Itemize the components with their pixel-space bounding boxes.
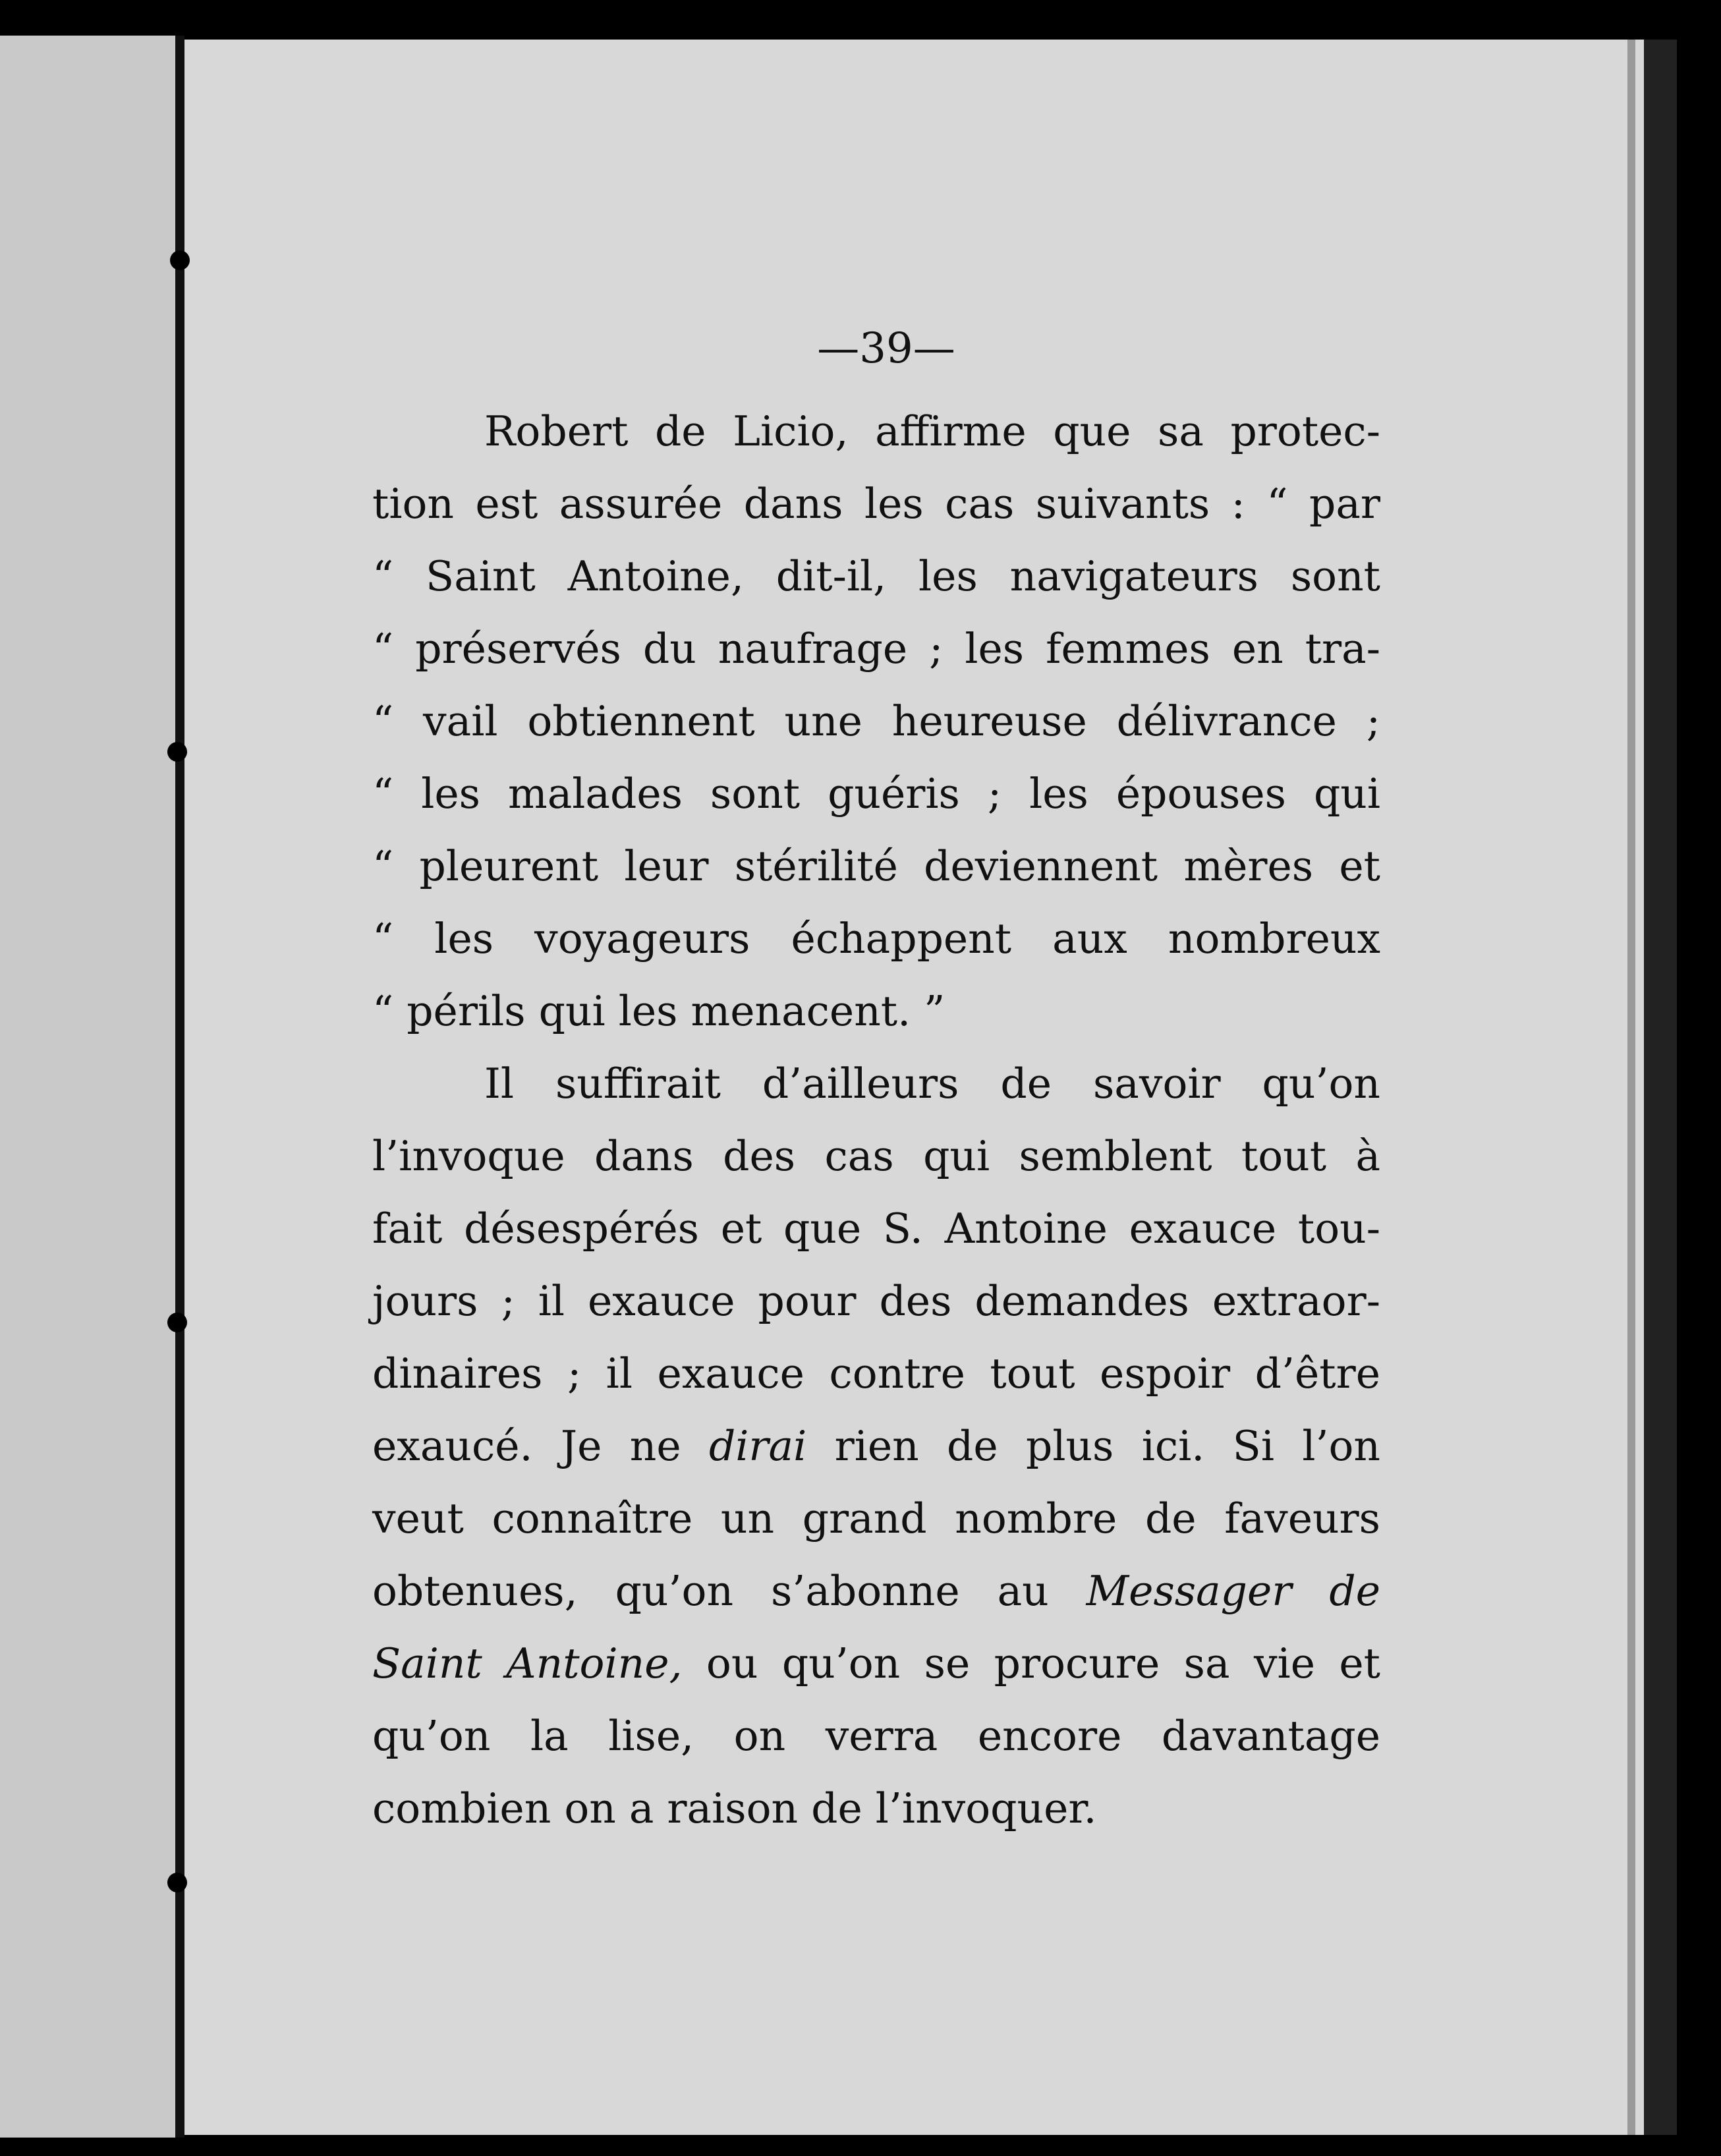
text-line: dinaires ; il exauce contre tout espoir d’être bbox=[372, 1349, 1380, 1398]
text-line: “ les voyageurs échappent aux nombreux bbox=[372, 915, 1380, 963]
text-line: fait désespérés et que S. Antoine exauce tou- bbox=[372, 1205, 1380, 1253]
italic-word: dirai bbox=[708, 1422, 807, 1470]
text-line: combien on a raison de l’invoquer. bbox=[372, 1784, 1097, 1832]
page-number: —39— bbox=[817, 324, 955, 373]
text-line: “ Saint Antoine, dit-il, les navigateurs sont bbox=[372, 552, 1380, 600]
facing-page-edge bbox=[0, 36, 175, 2138]
text-line: qu’on la lise, on verra encore davantage bbox=[372, 1712, 1380, 1760]
book-gutter bbox=[175, 36, 184, 2138]
italic-title: Messager de bbox=[1086, 1567, 1380, 1615]
binding-stitch-mark bbox=[167, 1873, 187, 1892]
text-segment: exaucé. Je ne bbox=[372, 1422, 709, 1470]
text-line: Il suffirait d’ailleurs de savoir qu’on bbox=[484, 1060, 1380, 1108]
text-line: veut connaître un grand nombre de faveurs bbox=[372, 1494, 1380, 1543]
text-line: l’invoque dans des cas qui semblent tout à bbox=[372, 1132, 1380, 1180]
text-line: “ périls qui les menacent. ” bbox=[372, 987, 945, 1035]
page-edge-shadow bbox=[1627, 40, 1635, 2135]
text-line: Robert de Licio, affirme que sa protec- bbox=[484, 407, 1380, 455]
text-line: “ les malades sont guéris ; les épouses qui bbox=[372, 770, 1380, 818]
text-segment: rien de plus ici. Si l’on bbox=[806, 1422, 1380, 1470]
text-line: tion est assurée dans les cas suivants : “ par bbox=[372, 480, 1380, 528]
text-line bbox=[372, 1628, 1380, 1700]
text-line bbox=[372, 1555, 1380, 1628]
binding-stitch-mark bbox=[170, 250, 190, 270]
italic-title: Saint Antoine, bbox=[372, 1639, 683, 1688]
text-segment: obtenues, qu’on s’abonne au bbox=[372, 1567, 1086, 1615]
text-segment: ou qu’on se procure sa vie et bbox=[682, 1639, 1380, 1688]
body-text bbox=[372, 395, 1380, 1845]
text-line bbox=[372, 1410, 1380, 1483]
book-cover-edge bbox=[1644, 40, 1677, 2135]
text-line: “ préservés du naufrage ; les femmes en tra- bbox=[372, 625, 1380, 673]
text-line: “ pleurent leur stérilité deviennent mères et bbox=[372, 842, 1380, 890]
text-line: “ vail obtiennent une heureuse délivrance ; bbox=[372, 697, 1380, 745]
binding-stitch-mark bbox=[167, 1313, 187, 1332]
text-line: jours ; il exauce pour des demandes extraor- bbox=[372, 1277, 1380, 1325]
binding-stitch-mark bbox=[167, 742, 187, 762]
